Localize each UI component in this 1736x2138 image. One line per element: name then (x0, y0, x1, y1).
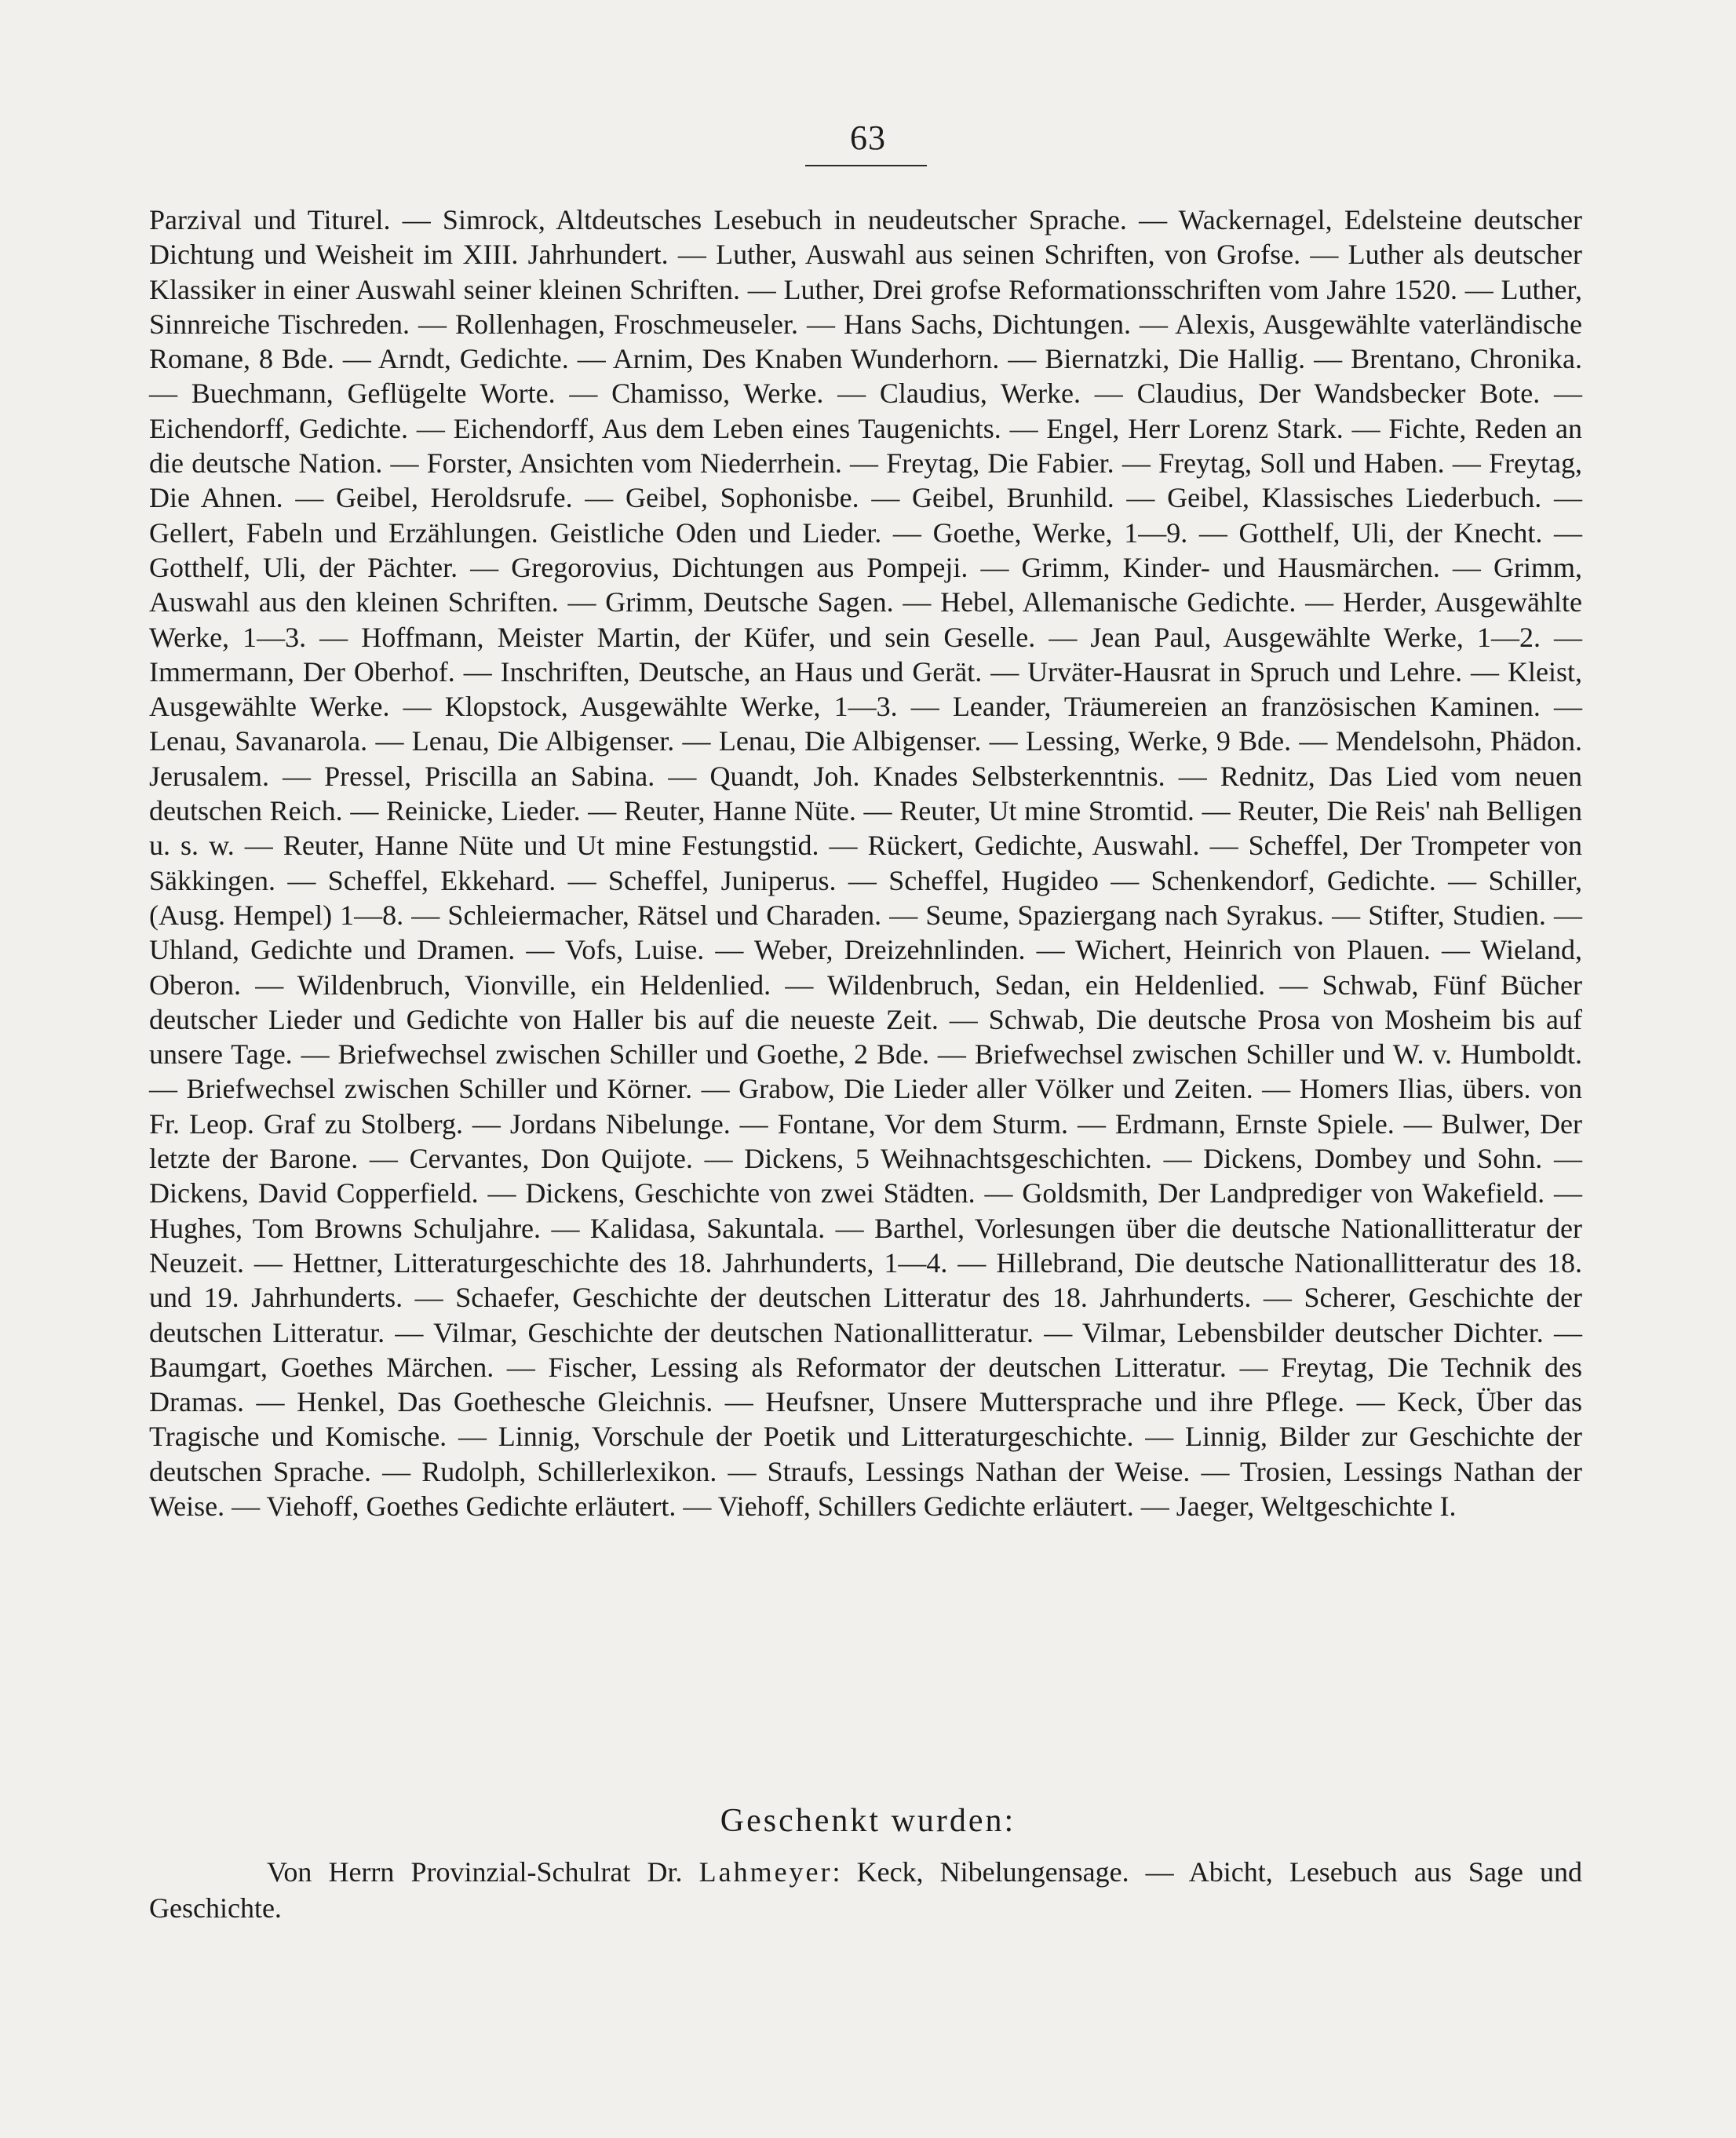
gift-items: : Keck, Nibelungensage. — Abicht, Lesebuch aus Sage und Geschichte. (149, 1856, 1582, 1924)
gifts-paragraph (149, 1854, 1582, 1926)
gifts-heading: Geschenkt wurden: (720, 1803, 1016, 1839)
gift-prefix: Von Herrn Provinzial-Schulrat Dr. (267, 1856, 699, 1888)
page-number: 63 (850, 119, 886, 157)
book-list-paragraph: Parzival und Titurel. — Simrock, Altdeutsches Lesebuch in neudeutscher Sprache. — Wackernagel, Edelsteine deutscher Dichtung und Weisheit im XIII. Jahrhundert. — Luther, Auswahl aus seinen Schriften, von Grofse. — Luther als deutscher Klassiker in einer Auswahl seiner kleinen Schriften. — Luther, Drei grofse Reformationsschriften vom Jahre 1520. — Luther, Sinnreiche Tischreden. — Rollenhagen, Froschmeuseler. — Hans Sachs, Dichtungen. — Alexis, Ausgewählte vaterländische Romane, 8 Bde. — Arndt, Gedichte. — Arnim, Des Knaben Wunderhorn. — Biernatzki, Die Hallig. — Brentano, Chronika. — Buechmann, Geflügelte Worte. — Chamisso, Werke. — Claudius, Werke. — Claudius, Der Wandsbecker Bote. — Eichendorff, Gedichte. — Eichendorff, Aus dem Leben eines Taugenichts. — Engel, Herr Lorenz Stark. — Fichte, Reden an die deutsche Nation. — Forster, Ansichten vom Niederrhein. — Freytag, Die Fabier. — Freytag, Soll und Haben. — Freytag, Die Ahnen. — Geibel, Heroldsrufe. — Geibel, Sophonisbe. — Geibel, Brunhild. — Geibel, Klassisches Liederbuch. — Gellert, Fabeln und Erzählungen. Geistliche Oden und Lieder. — Goethe, Werke, 1—9. — Gotthelf, Uli, der Knecht. — Gotthelf, Uli, der Pächter. — Gregorovius, Dichtungen aus Pompeji. — Grimm, Kinder- und Hausmärchen. — Grimm, Auswahl aus den kleinen Schriften. — Grimm, Deutsche Sagen. — Hebel, Allemanische Gedichte. — Herder, Ausgewählte Werke, 1—3. — Hoffmann, Meister Martin, der Küfer, und sein Geselle. — Jean Paul, Ausgewählte Werke, 1—2. — Immermann, Der Oberhof. — Inschriften, Deutsche, an Haus und Gerät. — Urväter-Hausrat in Spruch und Lehre. — Kleist, Ausgewählte Werke. — Klopstock, Ausgewählte Werke, 1—3. — Leander, Träumereien an französischen Kaminen. — Lenau, Savanarola. — Lenau, Die Albigenser. — Lenau, Die Albigenser. — Lessing, Werke, 9 Bde. — Mendelsohn, Phädon. Jerusalem. — Pressel, Priscilla an Sabina. — Quandt, Joh. Knades Selbsterkenntnis. — Rednitz, Das Lied vom neuen deutschen Reich. — Reinicke, Lieder. — Reuter, Hanne Nüte. — Reuter, Ut mine Stromtid. — Reuter, Die Reis' nah Belligen u. s. w. — Reuter, Hanne Nüte und Ut mine Festungstid. — Rückert, Gedichte, Auswahl. — Scheffel, Der Trompeter von Säkkingen. — Scheffel, Ekkehard. — Scheffel, Juniperus. — Scheffel, Hugideo — Schenkendorf, Gedichte. — Schiller, (Ausg. Hempel) 1—8. — Schleiermacher, Rätsel und Charaden. — Seume, Spaziergang nach Syrakus. — Stifter, Studien. — Uhland, Gedichte und Dramen. — Vofs, Luise. — Weber, Dreizehnlinden. — Wichert, Heinrich von Plauen. — Wieland, Oberon. — Wildenbruch, Vionville, ein Heldenlied. — Wildenbruch, Sedan, ein Heldenlied. — Schwab, Fünf Bücher deutscher Lieder und Gedichte von Haller bis auf die neueste Zeit. — Schwab, Die deutsche Prosa von Mosheim bis auf unsere Tage. — Briefwechsel zwischen Schiller und Goethe, 2 Bde. — Briefwechsel zwischen Schiller und W. v. Humboldt. — Briefwechsel zwischen Schiller und Körner. — Grabow, Die Lieder aller Völker und Zeiten. — Homers Ilias, übers. von Fr. Leop. Graf zu Stolberg. — Jordans Nibelunge. — Fontane, Vor dem Sturm. — Erdmann, Ernste Spiele. — Bulwer, Der letzte der Barone. — Cervantes, Don Quijote. — Dickens, 5 Weihnachtsgeschichten. — Dickens, Dombey und Sohn. — Dickens, David Copperfield. — Dickens, Geschichte von zwei Städten. — Goldsmith, Der Landprediger von Wakefield. — Hughes, Tom Browns Schuljahre. — Kalidasa, Sakuntala. — Barthel, Vorlesungen über die deutsche Nationallitteratur der Neuzeit. — Hettner, Litteraturgeschichte des 18. Jahrhunderts, 1—4. — Hillebrand, Die deutsche Nationallitteratur des 18. und 19. Jahrhunderts. — Schaefer, Geschichte der deutschen Litteratur des 18. Jahrhunderts. — Scherer, Geschichte der deutschen Litteratur. — Vilmar, Geschichte der deutschen Nationallitteratur. — Vilmar, Lebensbilder deutscher Dichter. — Baumgart, Goethes Märchen. — Fischer, Lessing als Reformator der deutschen Litteratur. — Freytag, Die Technik des Dramas. — Henkel, Das Goethesche Gleichnis. — Heufsner, Unsere Muttersprache und ihre Pflege. — Keck, Über das Tragische und Komische. — Linnig, Vorschule der Poetik und Litteraturgeschichte. — Linnig, Bilder zur Geschichte der deutschen Sprache. — Rudolph, Schillerlexikon. — Straufs, Lessings Nathan der Weise. — Trosien, Lessings Nathan der Weise. — Viehoff, Goethes Gedichte erläutert. — Viehoff, Schillers Gedichte erläutert. — Jaeger, Weltgeschichte I. (149, 204, 1582, 1522)
gift-donor: Lahmeyer (698, 1856, 833, 1888)
page-number-rule (805, 165, 927, 166)
